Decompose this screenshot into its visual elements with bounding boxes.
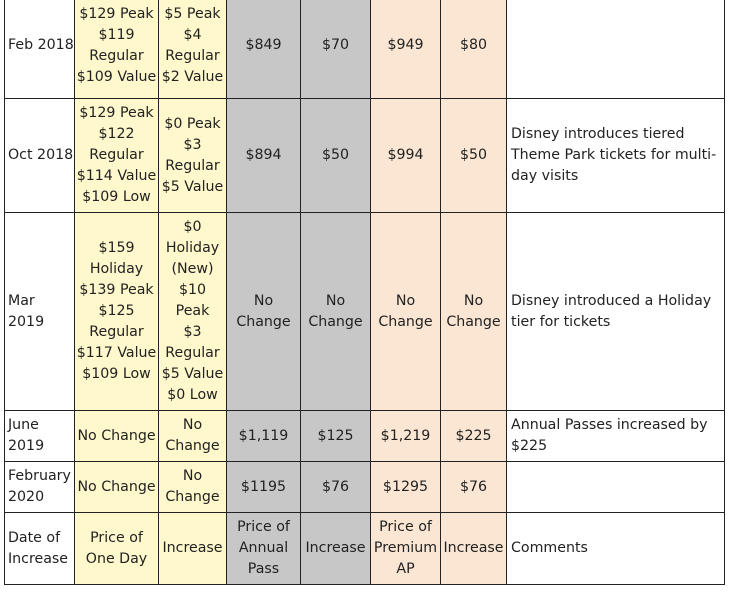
annual-pass-price-cell (227, 411, 301, 462)
cell-line: Change (236, 313, 291, 330)
one-day-price-cell (75, 213, 159, 411)
cell-line: Disney introduces tiered (511, 126, 685, 142)
comments-cell (507, 513, 725, 585)
cell-line: Oct 2018 (8, 147, 74, 163)
cell-line: $125 (98, 303, 135, 319)
cell-line: $994 (387, 147, 424, 163)
cell-line: No (182, 468, 203, 484)
cell-line: Increase (8, 550, 69, 567)
one-day-increase-cell (159, 411, 227, 462)
one-day-increase-cell (159, 513, 227, 585)
annual-pass-price-cell (227, 462, 301, 513)
cell-line: 2019 (8, 313, 45, 330)
premium-ap-increase-cell (441, 99, 507, 213)
cell-line: $5 Value (161, 366, 224, 382)
cell-line: 2019 (8, 438, 45, 454)
cell-line: $1,119 (238, 427, 289, 444)
cell-line: AP (396, 561, 415, 577)
cell-line: $114 Value (76, 168, 157, 184)
annual-pass-price-cell (227, 99, 301, 213)
comments-cell (507, 462, 725, 513)
one-day-price-cell (75, 99, 159, 213)
cell-line: Date of (8, 529, 61, 546)
cell-line: $949 (387, 37, 424, 53)
date-cell (5, 411, 75, 462)
annual-pass-increase-cell (301, 0, 371, 99)
header-row (5, 513, 725, 585)
one-day-increase-cell (159, 462, 227, 513)
cell-line: Price of (237, 519, 290, 535)
comments-cell (507, 0, 725, 99)
cell-line: Disney introduced a Holiday (511, 292, 712, 309)
cell-line: Price of (379, 519, 432, 535)
date-cell (5, 0, 75, 99)
cell-line: Regular (165, 345, 220, 361)
cell-line: $5 Peak (164, 5, 221, 22)
cell-line: day visits (511, 168, 579, 184)
cell-line: $76 (459, 478, 488, 495)
cell-line: $2 Value (161, 68, 224, 85)
cell-line: $1195 (240, 478, 287, 495)
premium-ap-price-cell (371, 99, 441, 213)
one-day-price-cell (75, 513, 159, 585)
one-day-increase-cell (159, 99, 227, 213)
cell-line: $122 (98, 126, 135, 142)
one-day-increase-cell (159, 0, 227, 99)
cell-line: Regular (89, 47, 144, 64)
cell-line: $0 Low (167, 387, 218, 403)
premium-ap-price-cell (371, 462, 441, 513)
price-history-table (4, 0, 725, 585)
one-day-price-cell (75, 462, 159, 513)
cell-line: $5 Value (161, 178, 224, 195)
cell-line: (New) (171, 261, 214, 277)
date-cell (5, 462, 75, 513)
cell-line: $129 Peak (79, 105, 154, 121)
cell-line: Feb 2018 (8, 37, 74, 53)
cell-line: $3 (183, 324, 202, 340)
cell-line: Regular (165, 157, 220, 174)
cell-line: $225 (455, 427, 492, 444)
date-cell (5, 513, 75, 585)
table-row (5, 213, 725, 411)
one-day-price-cell (75, 0, 159, 99)
one-day-price-cell (75, 411, 159, 462)
cell-line: $50 (459, 147, 488, 163)
cell-line: No (325, 292, 346, 309)
cell-line: $1,219 (380, 427, 431, 444)
annual-pass-price-cell (227, 0, 301, 99)
comments-cell (507, 213, 725, 411)
cell-line: $139 Peak (79, 282, 154, 298)
cell-line: Annual (238, 540, 289, 556)
cell-line: Comments (511, 540, 588, 556)
table-row (5, 99, 725, 213)
cell-line: tier for tickets (511, 313, 611, 330)
cell-line: $125 (317, 427, 354, 444)
cell-line: Regular (165, 47, 220, 64)
cell-line: June (8, 417, 39, 433)
cell-line: Theme Park tickets for multi- (511, 147, 717, 163)
cell-line: Increase (305, 540, 366, 556)
table-row (5, 411, 725, 462)
cell-line: Regular (89, 324, 144, 340)
cell-line: No (182, 417, 203, 433)
cell-line: Premium (373, 540, 438, 556)
cell-line: Increase (443, 540, 504, 556)
cell-line: Mar (8, 292, 35, 309)
premium-ap-price-cell (371, 0, 441, 99)
premium-ap-price-cell (371, 411, 441, 462)
cell-line: $109 Low (82, 189, 151, 205)
annual-pass-increase-cell (301, 99, 371, 213)
premium-ap-increase-cell (441, 411, 507, 462)
cell-line: $3 (183, 136, 202, 153)
cell-line: One Day (85, 550, 148, 567)
cell-line: $4 (183, 26, 202, 43)
cell-line: Change (378, 313, 433, 330)
cell-line: $159 (98, 240, 135, 256)
cell-line: $0 Peak (164, 115, 221, 132)
cell-line: $10 (178, 282, 207, 298)
cell-line: Annual Passes increased by (511, 417, 708, 433)
cell-line: Holiday (89, 261, 144, 277)
cell-line: $109 Value (76, 68, 157, 85)
cell-line: Change (165, 438, 220, 454)
premium-ap-price-cell (371, 513, 441, 585)
annual-pass-increase-cell (301, 513, 371, 585)
cell-line: $894 (245, 147, 282, 163)
annual-pass-price-cell (227, 213, 301, 411)
premium-ap-increase-cell (441, 0, 507, 99)
cell-line: 2020 (8, 489, 45, 505)
cell-line: Increase (162, 540, 223, 556)
one-day-increase-cell (159, 213, 227, 411)
cell-line: Peak (175, 303, 210, 319)
table-row (5, 462, 725, 513)
cell-line: $1295 (382, 478, 429, 495)
annual-pass-price-cell (227, 513, 301, 585)
cell-line: February (8, 468, 71, 484)
premium-ap-price-cell (371, 213, 441, 411)
date-cell (5, 99, 75, 213)
cell-line: $129 Peak (79, 5, 154, 22)
cell-line: $849 (245, 37, 282, 53)
cell-line: $109 Low (82, 366, 151, 382)
cell-line: $50 (321, 147, 350, 163)
cell-line: $225 (511, 438, 548, 454)
premium-ap-increase-cell (441, 462, 507, 513)
comments-cell (507, 411, 725, 462)
cell-line: $70 (321, 37, 350, 53)
cell-line: Regular (89, 147, 144, 163)
annual-pass-increase-cell (301, 411, 371, 462)
date-cell (5, 213, 75, 411)
cell-line: $76 (321, 478, 350, 495)
cell-line: Change (446, 313, 501, 330)
comments-cell (507, 99, 725, 213)
cell-line: $0 (183, 219, 202, 235)
table-row (5, 0, 725, 99)
cell-line: No (253, 292, 274, 309)
cell-line: Holiday (165, 240, 220, 256)
cell-line: No Change (77, 478, 156, 495)
premium-ap-increase-cell (441, 513, 507, 585)
cell-line: Change (308, 313, 363, 330)
annual-pass-increase-cell (301, 213, 371, 411)
cell-line: No (395, 292, 416, 309)
cell-line: $119 (98, 26, 135, 43)
cell-line: $117 Value (76, 345, 157, 361)
premium-ap-increase-cell (441, 213, 507, 411)
cell-line: $80 (459, 37, 488, 53)
annual-pass-increase-cell (301, 462, 371, 513)
cell-line: Price of (90, 529, 143, 546)
cell-line: No (463, 292, 484, 309)
cell-line: Pass (247, 561, 280, 577)
cell-line: Change (165, 489, 220, 505)
cell-line: No Change (77, 427, 156, 444)
